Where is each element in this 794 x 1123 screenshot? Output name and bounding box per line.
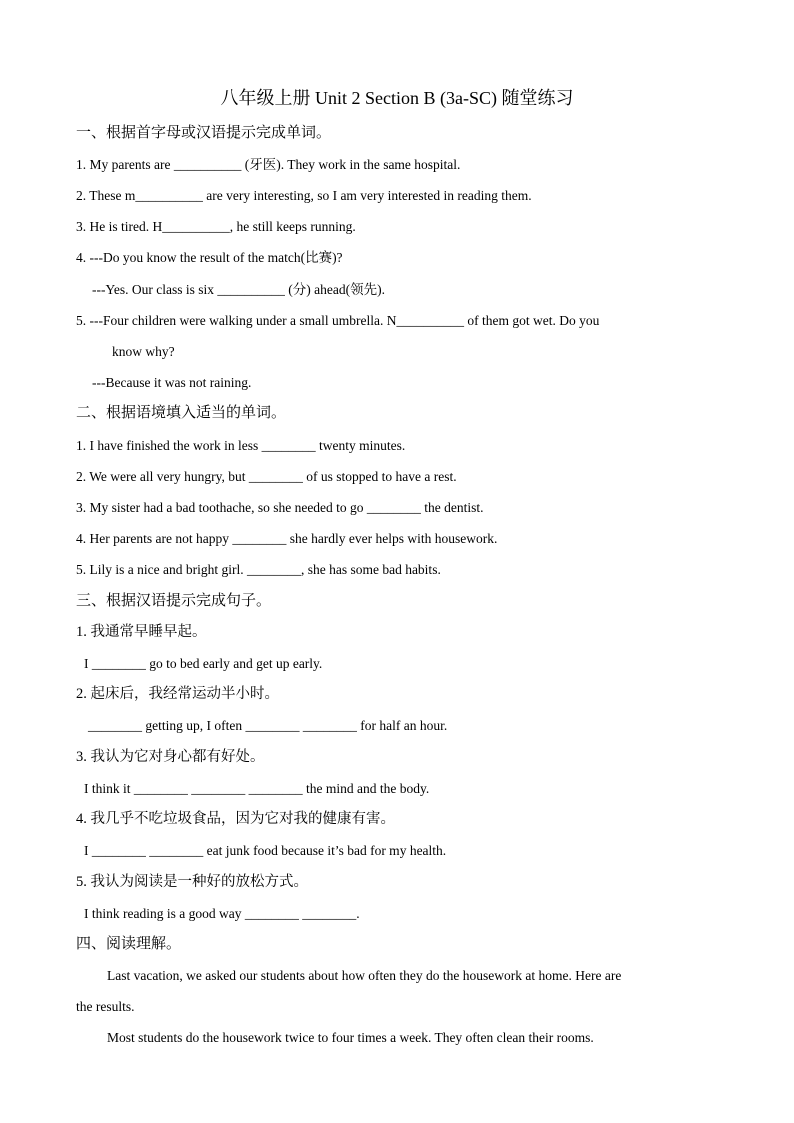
section-3-answer-5: I think reading is a good way ________ ________. [84,906,360,921]
section-3-heading: 三、根据汉语提示完成句子。 [76,593,272,609]
section-1-line-8: ---Because it was not raining. [92,375,252,390]
section-3-prompt-3: 3. 我认为它对身心都有好处。 [76,749,265,765]
section-1-line-1: 1. My parents are __________ (牙医). They work in the same hospital. [76,157,461,172]
section-2-line-4: 4. Her parents are not happy ________ she hardly ever helps with housework. [76,531,498,546]
section-1-line-6: 5. ---Four children were walking under a small umbrella. N__________ of them got wet. Do you [76,313,600,328]
section-3-prompt-1: 1. 我通常早睡早起。 [76,624,207,640]
section-2-heading: 二、根据语境填入适当的单词。 [76,405,287,421]
section-1-line-4: 4. ---Do you know the result of the match(比赛)? [76,250,343,265]
section-3-prompt-4: 4. 我几乎不吃垃圾食品，因为它对我的健康有害。 [76,811,395,827]
section-2-line-5: 5. Lily is a nice and bright girl. ________, she has some bad habits. [76,562,441,577]
section-4-heading: 四、阅读理解。 [76,936,182,952]
reading-paragraph-1-line-2: the results. [76,999,135,1014]
section-3-answer-2: ________ getting up, I often ________ ________ for half an hour. [88,718,448,733]
section-2-line-2: 2. We were all very hungry, but ________ of us stopped to have a rest. [76,469,457,484]
section-1-line-5: ---Yes. Our class is six __________ (分) ahead(领先). [92,282,385,297]
reading-paragraph-2-line-1: Most students do the housework twice to four times a week. They often clean their rooms. [107,1030,594,1045]
section-2-line-1: 1. I have finished the work in less ________ twenty minutes. [76,438,406,453]
section-1-heading: 一、根据首字母或汉语提示完成单词。 [76,125,332,141]
section-1-line-7: know why? [112,344,175,359]
section-1-line-2: 2. These m__________ are very interesting, so I am very interested in reading them. [76,188,532,203]
worksheet-title: 八年级上册 Unit 2 Section B (3a-SC) 随堂练习 [220,88,574,108]
reading-paragraph-1-line-1: Last vacation, we asked our students about how often they do the housework at home. Here are [107,968,622,983]
section-3-prompt-5: 5. 我认为阅读是一种好的放松方式。 [76,874,308,890]
section-2-line-3: 3. My sister had a bad toothache, so she needed to go ________ the dentist. [76,500,484,515]
section-3-answer-3: I think it ________ ________ ________ the mind and the body. [84,781,430,796]
section-1-line-3: 3. He is tired. H__________, he still keeps running. [76,219,356,234]
section-3-answer-4: I ________ ________ eat junk food because it’s bad for my health. [84,843,447,858]
section-3-answer-1: I ________ go to bed early and get up early. [84,656,323,671]
section-3-prompt-2: 2. 起床后，我经常运动半小时。 [76,686,279,702]
